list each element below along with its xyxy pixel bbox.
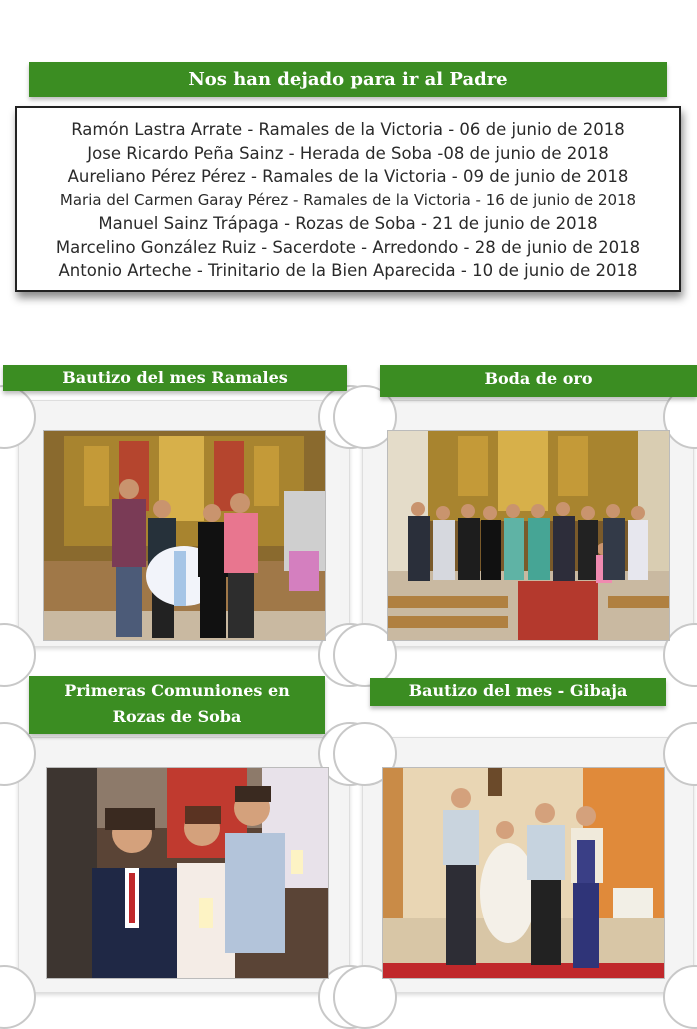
photo-comuniones — [46, 767, 329, 979]
obituary-item: Jose Ricardo Peña Sainz - Herada de Soba -08 de junio de 2018 — [87, 143, 609, 163]
photo-boda-oro — [387, 430, 670, 641]
section-title-text-line2: Rozas de Soba — [112, 707, 242, 726]
obituary-header-title: Nos han dejado para ir al Padre — [188, 69, 508, 90]
section-title-text: Bautizo del mes Ramales — [62, 368, 288, 387]
section-title-boda-oro — [380, 365, 697, 397]
obituary-header — [29, 62, 667, 97]
section-title-bautizo-gibaja — [370, 678, 666, 706]
section-title-text: Boda de oro — [484, 369, 593, 388]
obituary-item: Ramón Lastra Arrate - Ramales de la Victoria - 06 de junio de 2018 — [71, 120, 625, 139]
obituary-item: Aureliano Pérez Pérez - Ramales de la Victoria - 09 de junio de 2018 — [67, 167, 629, 186]
obituary-item: Manuel Sainz Trápaga - Rozas de Soba - 21 de junio de 2018 — [98, 214, 598, 233]
section-title-comuniones — [29, 676, 325, 734]
photo-bautizo-gibaja — [382, 767, 665, 979]
obituary-item: Maria del Carmen Garay Pérez - Ramales de la Victoria - 16 de junio de 2018 — [59, 190, 637, 209]
section-title-bautizo-ramales — [3, 365, 347, 391]
section-title-text: Bautizo del mes - Gibaja — [408, 681, 628, 700]
obituary-item: Marcelino González Ruiz - Sacerdote - Arredondo - 28 de junio de 2018 — [55, 237, 641, 257]
section-title-text-line1: Primeras Comuniones en — [64, 681, 290, 700]
obituary-list — [15, 106, 681, 292]
photo-bautizo-ramales — [43, 430, 326, 641]
obituary-item: Antonio Arteche - Trinitario de la Bien Aparecida - 10 de junio de 2018 — [58, 261, 638, 280]
